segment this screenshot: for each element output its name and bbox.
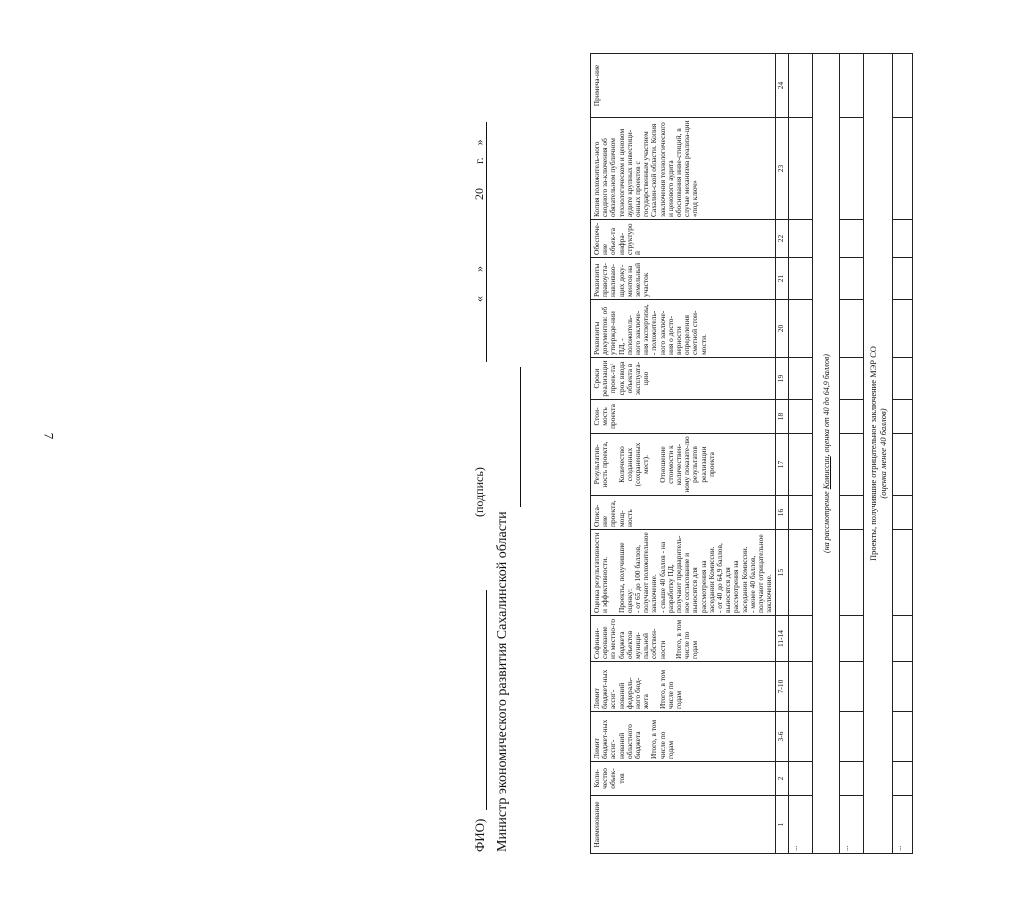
header-effectiveness: Результатив-ность проекта, Количество созданных (сохраненных мест). Отношение стоимости к количествен-ному показате-лю результатов реализации проекта <box>591 434 776 496</box>
col-number: 2 <box>776 762 789 796</box>
row-first-cell: ... <box>840 796 864 854</box>
col-number: 23 <box>776 118 789 220</box>
header-documents: Реквизиты документов: об утвержде-нии ПД, - положитель-ного заключе-ния экспертизы, - положитель-ного заключе-ния о досто-верности определения сметной стои-мости. <box>591 300 776 358</box>
table-row <box>893 54 913 854</box>
col-number: 24 <box>776 54 789 118</box>
col-number: 18 <box>776 400 789 434</box>
projects-table <box>590 53 913 854</box>
header-evaluation: Оценка результативности и эффективности. Проекты, получившие оценку: - от 65 до 100 баллов, получают положительное заключение. - свыше 40 баллов - на разработку ПД, получают предваритель-ное согласование и выносятся для рассмотрения на заседании Комиссии. - от 40 до 64,9 баллов, выносятся для рассмотрения на заседании Комиссии. - менее 40 баллов, получают отрицательное заключение. <box>591 530 776 616</box>
header-regional-budget: Лимит бюджет-ных ассиг-нований областного бюджета Итого, в том числе по годам <box>591 712 776 762</box>
header-infrastructure: Обеспече-ние объек-та инфра-структурой <box>591 220 776 258</box>
col-number: 11-14 <box>776 616 789 662</box>
col-number: 1 <box>776 796 789 854</box>
table-row <box>840 54 864 854</box>
table-row <box>789 54 813 854</box>
top-divider-line <box>520 367 521 507</box>
row-first-cell: ... <box>893 796 913 854</box>
negative-label: Проекты, получившие отрицательное заключение МЭР СО (оценка менее 40 баллов) <box>864 54 893 854</box>
header-local-cofinancing: Софинан-сирование из местно-го бюджета объектов муници-пальной собствен-ности Итого, в том числе по годам <box>591 616 776 662</box>
minister-title: Министр экономического развития Сахалинской области <box>495 511 510 852</box>
col-number: 21 <box>776 258 789 300</box>
col-number: 15 <box>776 530 789 616</box>
col-number: 16 <box>776 496 789 530</box>
sign-label: (подпись) <box>472 467 486 517</box>
header-timeline: Сроки реализации проек-та/срок ввода объекта в эксплуата-цию <box>591 358 776 400</box>
rotated-page-content <box>472 42 1020 862</box>
fio-label: ФИО) <box>472 818 487 852</box>
negative-row <box>864 54 893 854</box>
page-number: 7 <box>41 432 57 440</box>
row-first-cell: ... <box>789 796 813 854</box>
header-cost: Стои-мость проекта <box>591 400 776 434</box>
header-audit: Копия положитель-ного сводного за-ключения об обязательном публичном технологическом и ценовом аудите крупных инвестици-онных проектов с государственным участием Сахалин-ской области. Копия заключения технологического и ценового аудита обоснования инве-стиций, в случае механизма реализа-ции «под ключ» <box>591 118 776 220</box>
col-number: 19 <box>776 358 789 400</box>
header-note: Примеча-ние <box>591 54 776 118</box>
header-row <box>591 54 776 854</box>
date-field: « » 20 г. » <box>472 139 486 302</box>
header-federal-budget: Лимит бюджет-ных ассиг-нований федераль-ного бюд-жета Итого, в том числе по годам <box>591 662 776 712</box>
column-numbers-row <box>776 54 789 854</box>
commission-label: (на рассмотрение Комиссии, оценка от 40 до 64,9 баллов) <box>813 54 840 854</box>
col-number: 17 <box>776 434 789 496</box>
header-description: Описа-ние проекта, мощ-ность <box>591 496 776 530</box>
col-number: 20 <box>776 300 789 358</box>
commission-row <box>813 54 840 854</box>
header-count: Коли-чество объек-тов <box>591 762 776 796</box>
col-number: 7-10 <box>776 662 789 712</box>
header-land-docs: Реквизиты правоуста-навливаю-щих доку-ментов на земельный участок <box>591 258 776 300</box>
header-name: Наименование <box>591 796 776 854</box>
col-number: 22 <box>776 220 789 258</box>
date-line <box>486 122 487 362</box>
fio-line <box>486 590 487 810</box>
col-number: 3-6 <box>776 712 789 762</box>
